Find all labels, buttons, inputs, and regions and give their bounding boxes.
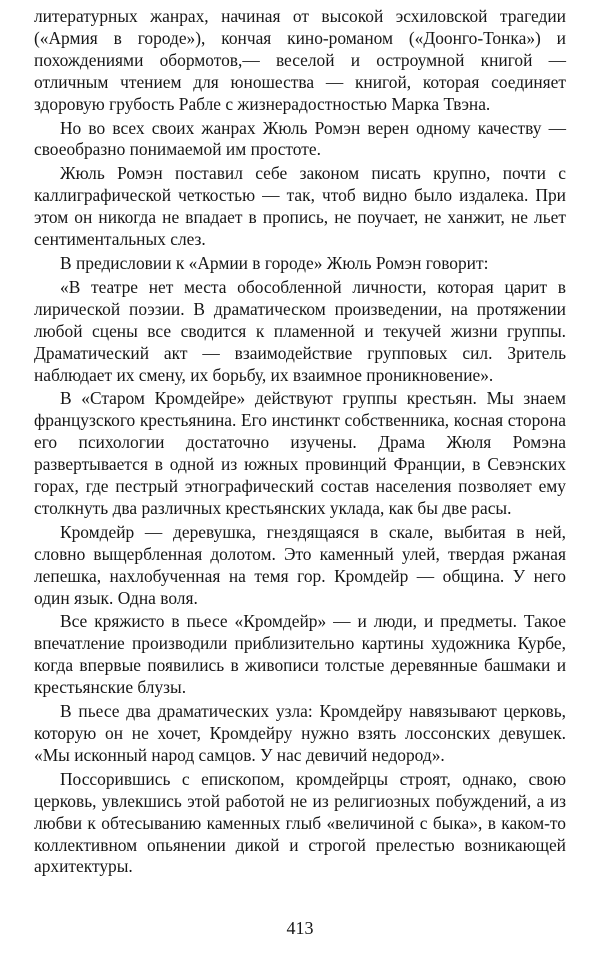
paragraph-6: В «Старом Кромдейре» действуют группы крестьян. Мы знаем французского крестьянина. Его инстинкт собственника, косная сторона его психологии достаточно изучены. Драма Жюля Ромэна развертывается в одной из южных провинций Франции, в Севэнских горах, где пестрый этнографический состав населения позволяет ему столкнуть два различных крестьянских уклада, как бы две расы. — [34, 388, 566, 518]
page-number: 413 — [286, 918, 314, 938]
paragraph-7: Кромдейр — деревушка, гнездящаяся в скале, выбитая в ней, словно выщербленная долотом. Это каменный улей, твердая ржаная лепешка, нахлобученная на темя гор. Кромдейр — община. У него один язык. Одна воля. — [34, 521, 566, 608]
paragraph-5-quote: «В театре нет места обособленной личности, которая царит в лирической поэзии. В драматическом произведении, на протяжении любой сцены все сводится к пламенной и текучей жизни группы. Драматический акт — взаимодействие групповых сил. Зритель наблюдает их смену, их борьбу, их взаимное проникновение». — [34, 276, 566, 385]
paragraph-3: Жюль Ромэн поставил себе законом писать крупно, почти с каллиграфической четкостью — так, чтоб видно было издалека. При этом он никогда не впадает в пропись, не поучает, не ханжит, не льет сентиментальных слез. — [34, 163, 566, 250]
paragraph-1: литературных жанрах, начиная от высокой эсхиловской трагедии («Армия в городе»), кончая кино-романом («Доонго-Тонка») и похождениями обормотов,— веселой и остроумной книгой — отличным чтением для юношества — книгой, которая соединяет здоровую грубость Рабле с жизнерадостностью Марка Твэна. — [34, 6, 566, 114]
paragraph-4: В предисловии к «Армии в городе» Жюль Ромэн говорит: — [60, 252, 489, 273]
paragraph-2: Но во всех своих жанрах Жюль Ромэн верен одному качеству — своеобразно понимаемой им простоте. — [34, 117, 566, 160]
paragraph-8: Все кряжисто в пьесе «Кромдейр» — и люди, и предметы. Такое впечатление производили приблизительно картины художника Курбе, когда впервые появились в живописи толстые деревянные башмаки и крестьянские блузы. — [34, 611, 566, 698]
book-page — [34, 6, 566, 966]
paragraph-10: Поссорившись с епископом, кромдейрцы строят, однако, свою церковь, увлекшись этой работой не из религиозных побуждений, а из любви к обтесыванию каменных глыб «величиной с быка», в каком-то коллективном опьянении дикой и строгой прелестью возникающей архитектуры. — [34, 768, 566, 877]
paragraph-9: В пьесе два драматических узла: Кромдейру навязывают церковь, которую он не хочет, Кромдейру нужно взять лоссонских девушек. «Мы исконный народ самцов. У нас девичий недород». — [34, 701, 566, 765]
